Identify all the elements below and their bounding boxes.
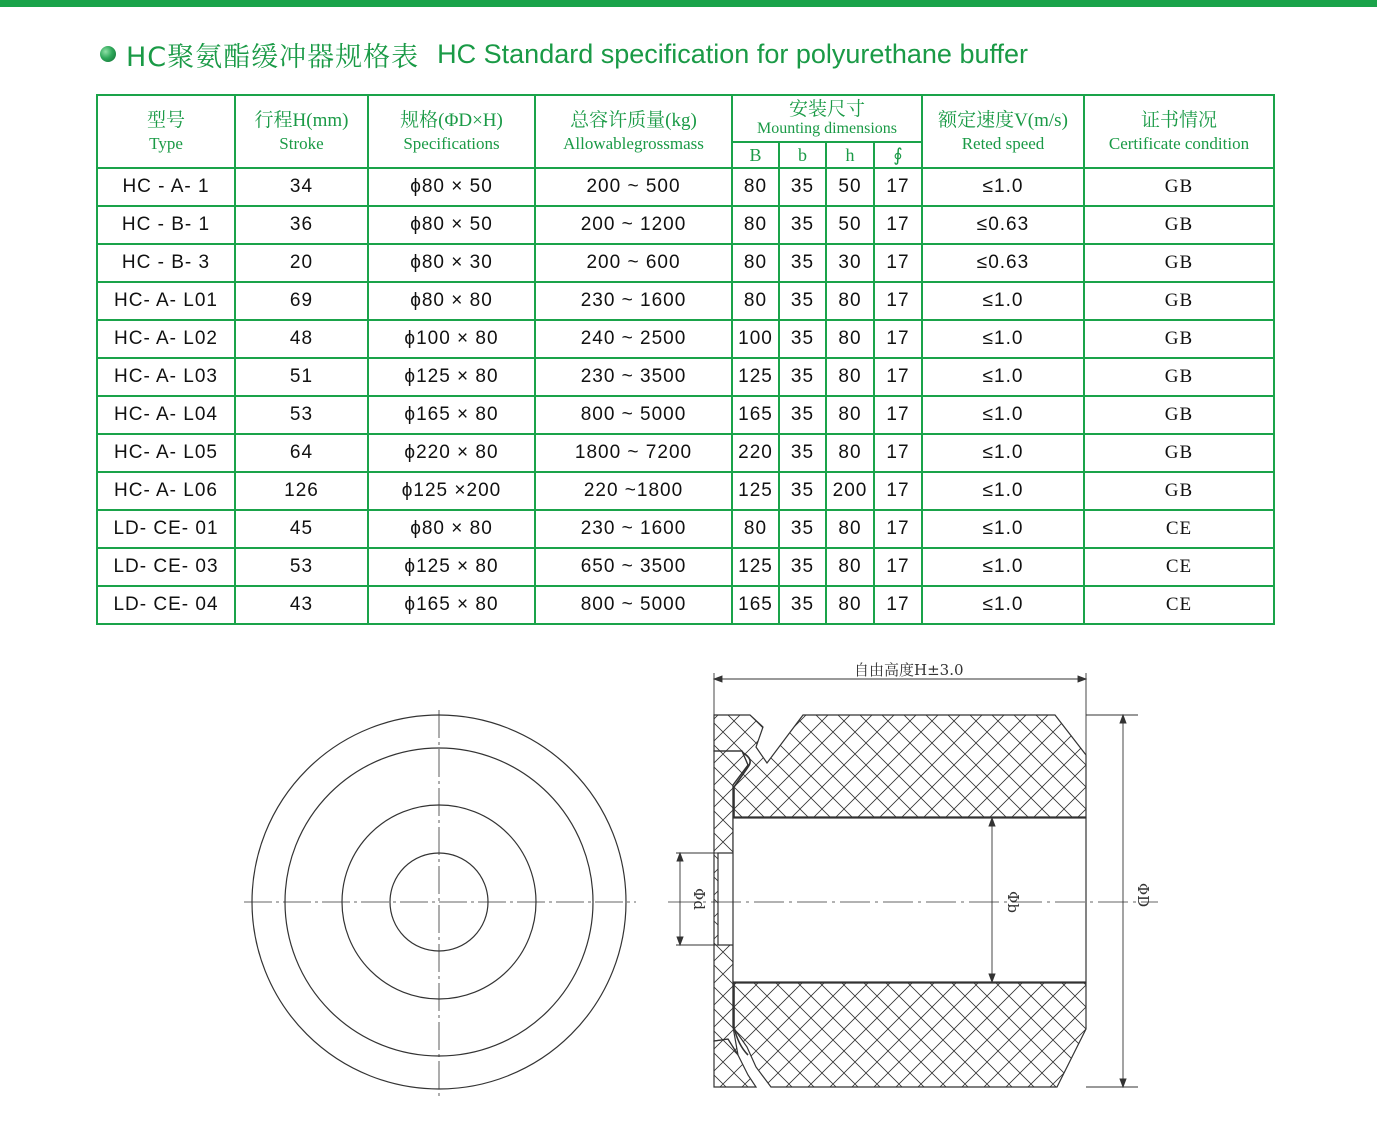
cell-b: 35 (779, 168, 826, 206)
cell-B: 80 (732, 168, 779, 206)
cell-f: 17 (874, 472, 922, 510)
cell-spec: ϕ165 × 80 (368, 586, 535, 624)
cell-B: 80 (732, 244, 779, 282)
cell-cert: GB (1084, 206, 1274, 244)
table-row (97, 244, 1274, 282)
table-row (97, 548, 1274, 586)
cell-B: 220 (732, 434, 779, 472)
cell-cert: GB (1084, 168, 1274, 206)
cell-cert: GB (1084, 434, 1274, 472)
cell-b: 35 (779, 282, 826, 320)
cell-b: 35 (779, 358, 826, 396)
front-view-drawing (244, 710, 644, 1100)
cell-mass: 230 ~ 3500 (535, 358, 732, 396)
cell-b: 35 (779, 244, 826, 282)
table-row (97, 358, 1274, 396)
cell-B: 80 (732, 282, 779, 320)
table-row (97, 320, 1274, 358)
header-mass: 总容许质量(kg) Allowablegrossmass (535, 95, 732, 168)
cell-stroke: 20 (235, 244, 368, 282)
spec-table (96, 94, 1275, 625)
upper-hatch (714, 715, 1086, 817)
cell-mass: 240 ~ 2500 (535, 320, 732, 358)
cell-stroke: 64 (235, 434, 368, 472)
phid-arrow-top (677, 853, 683, 861)
header-mount-f: ∮ (874, 142, 922, 168)
cell-f: 17 (874, 434, 922, 472)
header-speed: 额定速度V(m/s) Reted speed (922, 95, 1084, 168)
title-en: HC Standard specification for polyurethane buffer (437, 38, 1029, 69)
cell-f: 17 (874, 586, 922, 624)
cell-type: HC- A- L04 (97, 396, 235, 434)
cell-speed: ≤1.0 (922, 396, 1084, 434)
cell-b: 35 (779, 434, 826, 472)
cell-speed: ≤0.63 (922, 244, 1084, 282)
height-arrow-right (1078, 676, 1086, 682)
free-height-label: 自由高度H±3.0 (854, 661, 964, 679)
cell-b: 35 (779, 206, 826, 244)
cell-spec: ϕ80 × 80 (368, 510, 535, 548)
table-row (97, 472, 1274, 510)
bullet-icon (100, 46, 116, 62)
cell-cert: GB (1084, 472, 1274, 510)
table-row (97, 206, 1274, 244)
header-spec: 规格(ΦD×H) Specifications (368, 95, 535, 168)
cell-b: 35 (779, 396, 826, 434)
header-stroke: 行程H(mm) Stroke (235, 95, 368, 168)
cell-h: 80 (826, 358, 874, 396)
cell-cert: GB (1084, 358, 1274, 396)
cell-speed: ≤1.0 (922, 434, 1084, 472)
cell-cert: CE (1084, 586, 1274, 624)
cell-spec: ϕ165 × 80 (368, 396, 535, 434)
cell-speed: ≤1.0 (922, 282, 1084, 320)
cell-cert: CE (1084, 510, 1274, 548)
table-row (97, 510, 1274, 548)
title-zh: HC聚氨酯缓冲器规格表 (126, 41, 420, 73)
lower-hatch (714, 983, 1086, 1087)
cell-speed: ≤1.0 (922, 168, 1084, 206)
cell-cert: GB (1084, 282, 1274, 320)
cell-mass: 200 ~ 500 (535, 168, 732, 206)
cell-stroke: 45 (235, 510, 368, 548)
cell-f: 17 (874, 548, 922, 586)
phib-label: Φb (1004, 891, 1022, 913)
phid-label: Φd (690, 888, 708, 910)
table-row (97, 168, 1274, 206)
cell-type: HC - B- 1 (97, 206, 235, 244)
page-title (100, 36, 1028, 72)
cell-stroke: 43 (235, 586, 368, 624)
cell-stroke: 36 (235, 206, 368, 244)
cell-mass: 200 ~ 600 (535, 244, 732, 282)
cell-stroke: 53 (235, 548, 368, 586)
cell-speed: ≤1.0 (922, 510, 1084, 548)
cell-B: 125 (732, 548, 779, 586)
cell-stroke: 53 (235, 396, 368, 434)
section-body (714, 715, 1086, 1087)
cell-h: 80 (826, 510, 874, 548)
cell-h: 80 (826, 320, 874, 358)
phiD-arrow-bottom (1120, 1079, 1126, 1087)
cell-f: 17 (874, 510, 922, 548)
cell-B: 125 (732, 472, 779, 510)
cell-type: LD- CE- 04 (97, 586, 235, 624)
cell-type: HC- A- L06 (97, 472, 235, 510)
section-view-drawing (668, 655, 1158, 1095)
cell-h: 80 (826, 586, 874, 624)
cell-B: 125 (732, 358, 779, 396)
header-cert: 证书情况 Certificate condition (1084, 95, 1274, 168)
cell-b: 35 (779, 510, 826, 548)
cell-spec: ϕ125 × 80 (368, 548, 535, 586)
phid-arrow-bottom (677, 937, 683, 945)
cell-type: HC - B- 3 (97, 244, 235, 282)
cell-f: 17 (874, 168, 922, 206)
cell-h: 30 (826, 244, 874, 282)
cell-stroke: 69 (235, 282, 368, 320)
phiD-arrow-top (1120, 715, 1126, 723)
cell-cert: GB (1084, 396, 1274, 434)
cell-speed: ≤1.0 (922, 586, 1084, 624)
cell-mass: 1800 ~ 7200 (535, 434, 732, 472)
cell-mass: 800 ~ 5000 (535, 396, 732, 434)
cell-type: HC- A- L05 (97, 434, 235, 472)
cell-mass: 650 ~ 3500 (535, 548, 732, 586)
cell-mass: 230 ~ 1600 (535, 282, 732, 320)
header-mount-B: B (732, 142, 779, 168)
header-mount: 安装尺寸 Mounting dimensions (732, 95, 922, 142)
cell-type: HC - A- 1 (97, 168, 235, 206)
cell-type: HC- A- L03 (97, 358, 235, 396)
cell-h: 80 (826, 282, 874, 320)
cell-mass: 800 ~ 5000 (535, 586, 732, 624)
bore-hollow (733, 818, 1086, 982)
cell-speed: ≤1.0 (922, 320, 1084, 358)
cell-mass: 200 ~ 1200 (535, 206, 732, 244)
top-accent-bar (0, 0, 1377, 7)
cell-B: 165 (732, 586, 779, 624)
cell-speed: ≤0.63 (922, 206, 1084, 244)
table-row (97, 282, 1274, 320)
cell-type: LD- CE- 01 (97, 510, 235, 548)
height-arrow-left (714, 676, 722, 682)
cell-spec: ϕ125 × 80 (368, 358, 535, 396)
cell-mass: 220 ~1800 (535, 472, 732, 510)
cell-stroke: 51 (235, 358, 368, 396)
cell-cert: GB (1084, 244, 1274, 282)
cell-spec: ϕ80 × 50 (368, 206, 535, 244)
cell-stroke: 34 (235, 168, 368, 206)
cell-B: 80 (732, 510, 779, 548)
cell-cert: GB (1084, 320, 1274, 358)
cell-h: 200 (826, 472, 874, 510)
cell-stroke: 48 (235, 320, 368, 358)
phiD-label: ΦD (1134, 882, 1152, 908)
cell-type: HC- A- L02 (97, 320, 235, 358)
table-row (97, 396, 1274, 434)
cell-h: 50 (826, 168, 874, 206)
cell-h: 80 (826, 548, 874, 586)
cell-f: 17 (874, 358, 922, 396)
cell-spec: ϕ125 ×200 (368, 472, 535, 510)
cell-speed: ≤1.0 (922, 548, 1084, 586)
cell-type: LD- CE- 03 (97, 548, 235, 586)
cell-b: 35 (779, 548, 826, 586)
cell-stroke: 126 (235, 472, 368, 510)
cell-cert: CE (1084, 548, 1274, 586)
cell-speed: ≤1.0 (922, 358, 1084, 396)
cell-B: 80 (732, 206, 779, 244)
table-row (97, 434, 1274, 472)
cell-f: 17 (874, 282, 922, 320)
cell-spec: ϕ100 × 80 (368, 320, 535, 358)
cell-B: 165 (732, 396, 779, 434)
cell-type: HC- A- L01 (97, 282, 235, 320)
cell-spec: ϕ80 × 30 (368, 244, 535, 282)
cell-f: 17 (874, 320, 922, 358)
cell-f: 17 (874, 244, 922, 282)
cell-b: 35 (779, 586, 826, 624)
cell-h: 50 (826, 206, 874, 244)
cell-f: 17 (874, 206, 922, 244)
cell-h: 80 (826, 434, 874, 472)
cell-f: 17 (874, 396, 922, 434)
cell-speed: ≤1.0 (922, 472, 1084, 510)
cell-B: 100 (732, 320, 779, 358)
cell-mass: 230 ~ 1600 (535, 510, 732, 548)
cell-b: 35 (779, 472, 826, 510)
header-mount-h: h (826, 142, 874, 168)
cell-spec: ϕ80 × 80 (368, 282, 535, 320)
table-row (97, 586, 1274, 624)
cell-spec: ϕ220 × 80 (368, 434, 535, 472)
header-mount-b: b (779, 142, 826, 168)
cell-b: 35 (779, 320, 826, 358)
header-type: 型号 Type (97, 95, 235, 168)
cell-h: 80 (826, 396, 874, 434)
cell-spec: ϕ80 × 50 (368, 168, 535, 206)
